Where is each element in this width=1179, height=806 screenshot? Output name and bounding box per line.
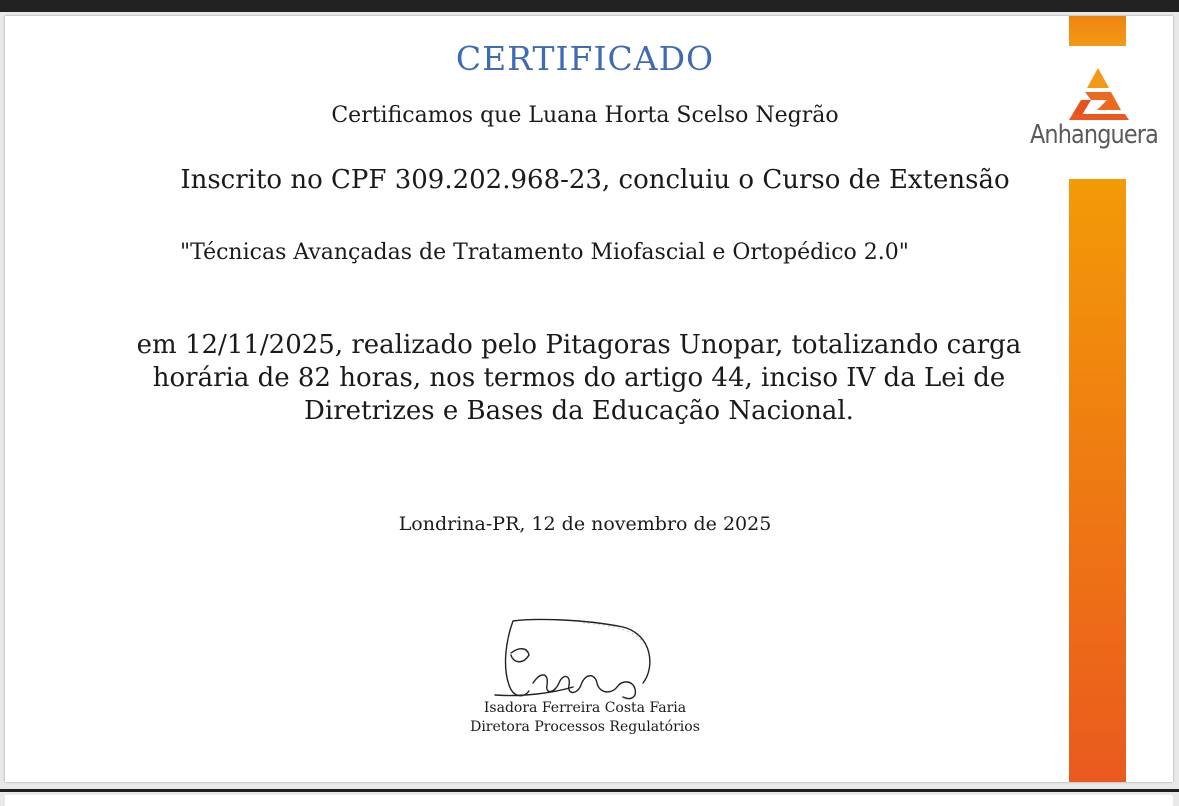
certificate-body-text: em 12/11/2025, realizado pelo Pitagoras Unopar, totalizando carga horária de 82 horas, nos termos do artigo 44, inciso IV da Lei de Diretrizes e Bases da Educação Nacional. [136, 330, 1022, 426]
viewer-top-bar [0, 0, 1179, 12]
certificate-page [5, 16, 1173, 782]
cpf-line: Inscrito no CPF 309.202.968-23, concluiu o Curso de Extensão [180, 165, 1010, 195]
brand-side-bar [1069, 179, 1126, 782]
signature-icon [483, 613, 663, 703]
next-page-edge [5, 795, 1173, 806]
certify-line: Certificamos que Luana Horta Scelso Negrão [331, 103, 839, 128]
signer-name: Isadora Ferreira Costa Faria [483, 700, 687, 716]
place-date: Londrina-PR, 12 de novembro de 2025 [398, 513, 772, 535]
page-separator [0, 789, 1179, 792]
certificate-title: CERTIFICADO [455, 39, 715, 78]
logo-top-bar [1069, 16, 1126, 46]
course-title: "Técnicas Avançadas de Tratamento Miofascial e Ortopédico 2.0" [180, 240, 909, 265]
brand-name: Anhanguera [1030, 120, 1158, 150]
anhanguera-logo-icon [1067, 66, 1129, 122]
signer-role: Diretora Processos Regulatórios [470, 719, 700, 735]
